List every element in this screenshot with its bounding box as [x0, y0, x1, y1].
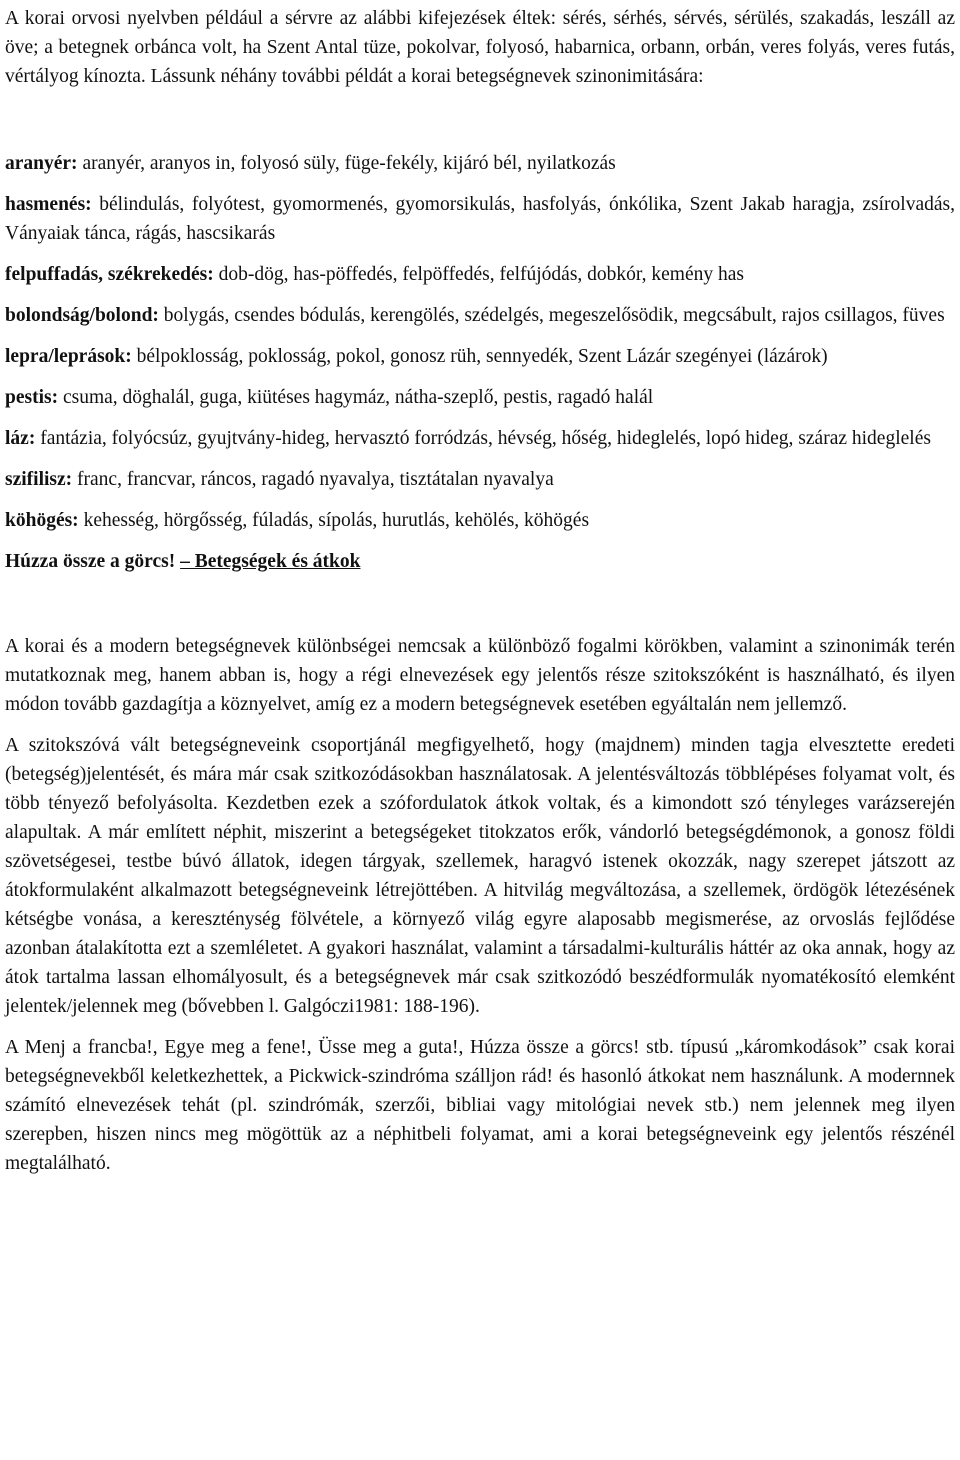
synonym-values: dob-dög, has-pöffedés, felpöffedés, felfújódás, dobkór, kemény has [213, 264, 744, 285]
synonym-entry [5, 260, 955, 289]
synonym-values: csuma, döghalál, guga, kiütéses hagymáz, nátha-szeplő, pestis, ragadó halál [58, 387, 654, 408]
synonym-entry [5, 424, 955, 453]
synonym-entry [5, 149, 955, 178]
intro-paragraph: A korai orvosi nyelvben például a sérvre az alábbi kifejezések éltek: sérés, sérhés, sérvés, sérülés, szakadás, leszáll az öve; a betegnek orbánca volt, ha Szent Antal tüze, pokolvar, folyosó, habarnica, orbann, orbán, veres folyás, veres futás, vértályog kínozta. Lássunk néhány további példát a korai betegségnevek szinonimitására: [5, 8, 955, 87]
synonym-values: bolygás, csendes bódulás, kerengölés, szédelgés, megeszelősödik, megcsábult, rajos csillagos, füves [158, 305, 945, 326]
synonym-term: felpuffadás, székrekedés: [5, 264, 214, 285]
synonym-entry [5, 342, 955, 371]
synonym-entry [5, 383, 955, 412]
synonym-values: bélpoklosság, poklosság, pokol, gonosz rüh, sennyedék, Szent Lázár szegényei (lázárok) [131, 346, 828, 367]
synonym-values: fantázia, folyócsúz, gyujtvány-hideg, hervasztó forródzás, hévség, hőség, hideglelés, lopó hideg, száraz hideglelés [35, 428, 931, 449]
synonym-term: szifilisz: [5, 469, 73, 490]
synonym-values: kehesség, hörgősség, fúladás, sípolás, hurutlás, kehölés, köhögés [78, 510, 590, 531]
synonym-term: hasmenés: [5, 194, 92, 215]
synonym-list [5, 149, 955, 535]
synonym-entry [5, 301, 955, 330]
body-paragraph: A korai és a modern betegségnevek különbségei nemcsak a különböző fogalmi körökben, valamint a szinonimák terén mutatkoznak meg, hanem abban is, hogy a régi elnevezések egy jelentős része szitokszóként is használható, és ilyen módon tovább gazdagítja a köznyelvet, amíg ez a modern betegségnevek esetében egyáltalán nem jellemző. [5, 636, 955, 715]
body-paragraph: A szitokszóvá vált betegségneveink csoportjánál megfigyelhető, hogy (majdnem) minden tagja elvesztette eredeti (betegség)jelentését, és mára már csak szitkozódásokban használatosak. A jelentésváltozás többlépéses folyamat volt, és több tényező befolyásolta. Kezdetben ezek a szófordulatok átkok voltak, és a kimondott szó tényleges varázserején alapultak. A már említett néphit, miszerint a betegségeket titokzatos erők, vándorló betegségdémonok, a gonosz földi szövetségesei, testbe búvó állatok, idegen tárgyak, szellemek, haragvó istenek okozzák, nagy szerepet játszott az átokformulaként alkalmazott betegségneveink létrejöttében. A hitvilág megváltozása, a szellemek, ördögök létezésének kétségbe vonása, a kereszténység fölvétele, a környező világ egyre alaposabb megismerése, az orvoslás fejlődése azonban átalakította ezt a szemléletet. A gyakori használat, valamint a társadalmi-kulturális háttér az oka annak, hogy az átok tartalma lassan elhomályosult, és a betegségnevek már csak szitkozódó beszédformulák nyomatékosító elemként jelentek/jelennek meg (bővebben l. Galgóczi1981: 188-196). [5, 735, 955, 1017]
synonym-entry [5, 506, 955, 535]
synonym-entry [5, 190, 955, 248]
section-heading [5, 547, 955, 576]
section-heading-link[interactable]: – Betegségek és átkok [180, 551, 361, 572]
synonym-values: bélindulás, folyótest, gyomormenés, gyomorsikulás, hasfolyás, ónkólika, Szent Jakab haragja, zsírolvadás, Ványaiak tánca, rágás, hascsikarás [5, 194, 955, 244]
body-paragraph: A Menj a francba!, Egye meg a fene!, Üsse meg a guta!, Húzza össze a görcs! stb. típusú „káromkodások” csak korai betegségnevekből keletkezhettek, a Pickwick-szindróma szálljon rád! és hasonló átkokat nem használunk. A modernnek számító elnevezések tehát (pl. szindrómák, szerzői, bibliai vagy mitológiai nevek stb.) nem jelennek meg ilyen szerepben, hiszen nincs meg mögöttük az a néphitbeli folyamat, ami a korai betegségneveink egy jelentős részénél megtalálható. [5, 1037, 955, 1174]
synonym-term: lepra/leprások: [5, 346, 132, 367]
synonym-term: köhögés: [5, 510, 79, 531]
synonym-term: pestis: [5, 387, 59, 408]
synonym-term: bolondság/bolond: [5, 305, 159, 326]
synonym-term: láz: [5, 428, 36, 449]
synonym-values: aranyér, aranyos in, folyosó süly, füge-fekély, kijáró bél, nyilatkozás [77, 153, 616, 174]
synonym-entry [5, 465, 955, 494]
section-heading-quote: Húzza össze a görcs! [5, 551, 181, 572]
synonym-term: aranyér: [5, 153, 78, 174]
synonym-values: franc, francvar, ráncos, ragadó nyavalya, tisztátalan nyavalya [72, 469, 554, 490]
